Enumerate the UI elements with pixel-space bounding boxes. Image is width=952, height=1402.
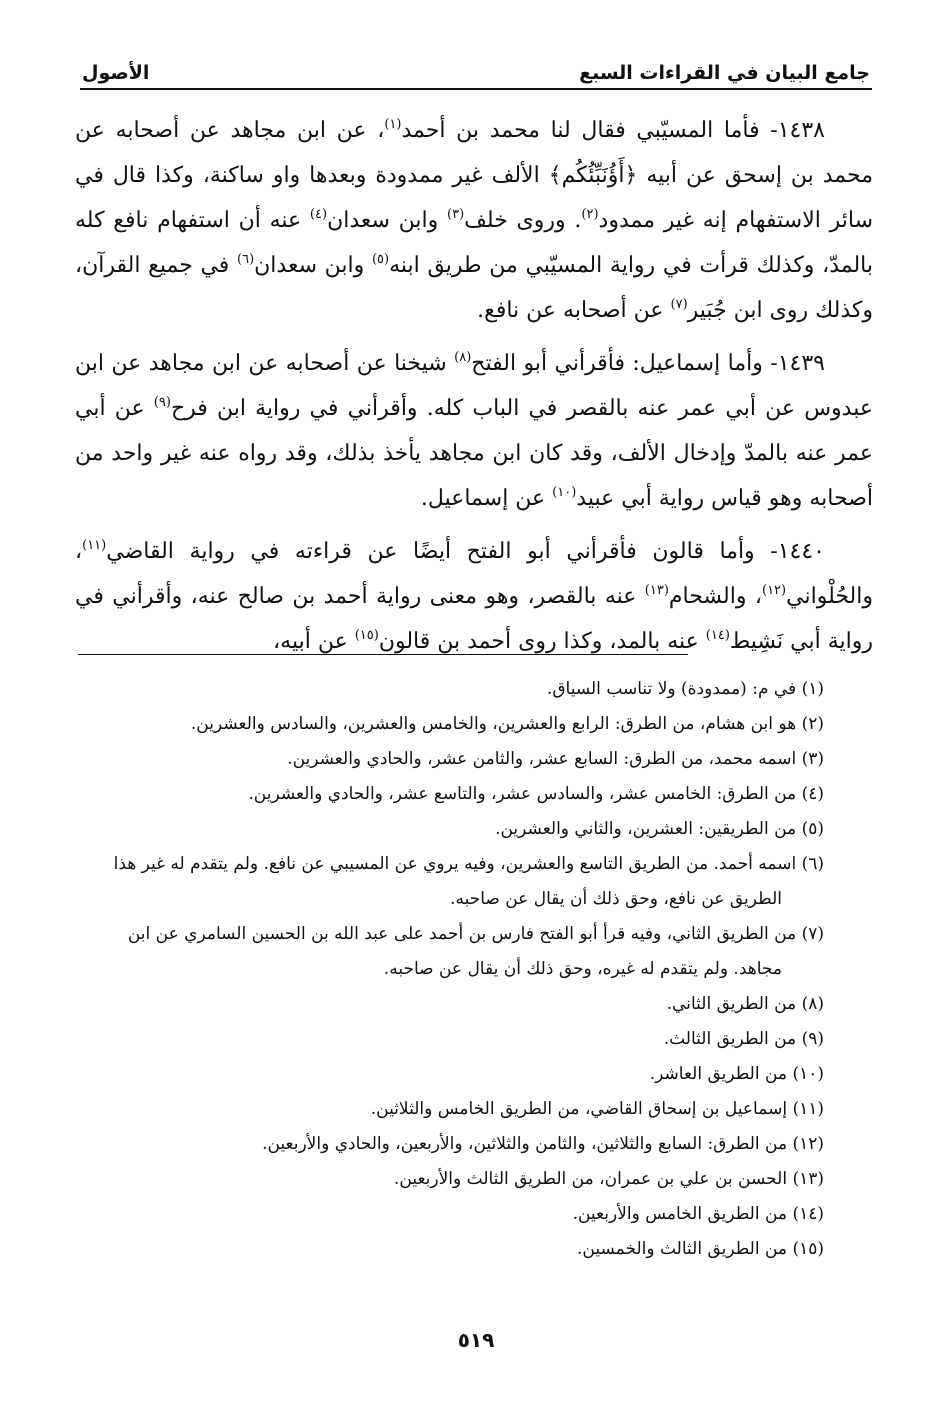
footnote bbox=[75, 1197, 824, 1232]
footnote-ref: (٣) bbox=[447, 207, 465, 222]
footnote-text: إسماعيل بن إسحاق القاضي، من الطريق الخامس والثلاثين. bbox=[370, 1099, 788, 1119]
text-run: ، والشحام bbox=[668, 584, 762, 609]
text-run: عن أصحابه عن نافع. bbox=[477, 298, 671, 323]
footnote bbox=[75, 917, 824, 987]
text-run: عنه بالقصر، وهو معنى رواية أحمد بن صالح عنه، وأقرأني في رواية أبي نَشِيط bbox=[75, 584, 873, 654]
book-title: جامع البيان في القراءات السبع bbox=[579, 62, 870, 84]
footnote-number: (١٥) bbox=[792, 1239, 824, 1259]
footnote-text: هو ابن هشام، من الطرق: الرابع والعشرين، والخامس والعشرين، والسادس والعشرين. bbox=[190, 714, 797, 734]
footnote-ref: (١) bbox=[384, 117, 402, 132]
page-number: ٥١٩ bbox=[457, 1328, 495, 1352]
footnote bbox=[75, 707, 824, 742]
footnote-ref: (١٢) bbox=[762, 583, 787, 598]
footnote-ref: (٨) bbox=[454, 350, 472, 365]
footnote bbox=[75, 847, 824, 917]
footnote-number: (٧) bbox=[801, 924, 824, 944]
footnote-text: اسمه أحمد. من الطريق التاسع والعشرين، وفيه يروي عن المسيبي عن نافع. ولم يتقدم له غير هذا الطريق عن نافع، وحق ذلك أن يقال عن صاحبه. bbox=[113, 854, 797, 909]
text-run: ١٤٣٨- فأما المسيّبي فقال لنا محمد بن أحمد bbox=[401, 118, 825, 143]
footnote bbox=[75, 1022, 824, 1057]
footnote-text: من الطريق الثالث والخمسين. bbox=[577, 1239, 788, 1259]
footnote-number: (١) bbox=[801, 679, 824, 699]
text-run: شيخنا عن أصحابه عن ابن مجاهد عن ابن عبدوس عن أبي عمر عنه بالقصر في الباب كله. وأقرأني في رواية ابن فرح bbox=[75, 351, 873, 421]
text-run: وابن سعدان bbox=[327, 208, 448, 233]
text-run: عن إسماعيل. bbox=[420, 486, 553, 511]
footnote-ref: (١٤) bbox=[705, 628, 730, 643]
footnote-ref: (٢) bbox=[581, 207, 599, 222]
footnote-ref: (٥) bbox=[371, 252, 390, 267]
footnote-number: (١١) bbox=[792, 1099, 824, 1119]
text-run: ١٤٣٩- وأما إسماعيل: فأقرأني أبو الفتح bbox=[471, 351, 825, 376]
footnote-number: (١٤) bbox=[792, 1204, 824, 1224]
footnote-number: (٤) bbox=[801, 784, 824, 804]
text-run: وابن سعدان bbox=[254, 253, 372, 278]
footnote-text: من الطريق الخامس والأربعين. bbox=[572, 1204, 788, 1224]
footnote-ref: (١١) bbox=[82, 538, 107, 553]
footnote-text: من الطريق الثالث. bbox=[663, 1029, 797, 1049]
footnote-number: (١٢) bbox=[792, 1134, 824, 1154]
text-run: ١٤٤٠- وأما قالون فأقرأني أبو الفتح أيضًا عن قراءته في رواية القاضي bbox=[106, 539, 825, 564]
footnote-number: (٩) bbox=[801, 1029, 824, 1049]
main-text bbox=[75, 108, 873, 672]
footnote-ref: (١٥) bbox=[354, 628, 379, 643]
text-run: عن أبيه، bbox=[273, 629, 355, 654]
text-run: في جميع القرآن، وكذلك روى ابن جُبَير bbox=[75, 253, 873, 323]
footnote bbox=[75, 1092, 824, 1127]
footnote-number: (٢) bbox=[801, 714, 824, 734]
footnote-ref: (٧) bbox=[670, 297, 688, 312]
footnote bbox=[75, 672, 824, 707]
footnote-text: الحسن بن علي بن عمران، من الطريق الثالث والأربعين. bbox=[393, 1169, 788, 1189]
text-run: . وروى خلف bbox=[464, 208, 582, 233]
footnote-ref: (١٣) bbox=[644, 583, 669, 598]
footnote-ref: (١٠) bbox=[552, 485, 577, 500]
footnote-text: من الطريقين: العشرين، والثاني والعشرين. bbox=[495, 819, 797, 839]
text-run: ، والحُلْواني bbox=[75, 539, 873, 609]
footnote-text: من الطريق الثاني، وفيه قرأ أبو الفتح فارس بن أحمد على عبد الله بن الحسين السامري عن ابن مجاهد. ولم يتقدم له غيره، وحق ذلك أن يقال عن صاحبه. bbox=[127, 924, 797, 979]
footnote-number: (١٣) bbox=[792, 1169, 824, 1189]
paragraph bbox=[75, 529, 873, 664]
footnote bbox=[75, 812, 824, 847]
footnotes bbox=[75, 672, 824, 1267]
footnote-text: اسمه محمد، من الطرق: السابع عشر، والثامن عشر، والحادي والعشرين. bbox=[287, 749, 797, 769]
paragraph bbox=[75, 108, 873, 333]
footnote-number: (٦) bbox=[801, 854, 824, 874]
footnote bbox=[75, 1127, 824, 1162]
footnote bbox=[75, 987, 824, 1022]
footnote-separator bbox=[78, 654, 688, 655]
paragraph bbox=[75, 341, 873, 521]
footnote-number: (٥) bbox=[801, 819, 824, 839]
footnote-text: من الطريق الثاني. bbox=[666, 994, 797, 1014]
footnote-text: في م: (ممدودة) ولا تناسب السياق. bbox=[546, 679, 797, 699]
footnote bbox=[75, 1162, 824, 1197]
footnote-text: من الطرق: السابع والثلاثين، والثامن والثلاثين، والأربعين، والحادي والأربعين. bbox=[262, 1134, 788, 1154]
footnote-number: (٨) bbox=[801, 994, 824, 1014]
running-header bbox=[80, 58, 872, 90]
footnote-ref: (٩) bbox=[153, 395, 171, 410]
footnote bbox=[75, 1232, 824, 1267]
text-run: ، عن ابن مجاهد عن أصحابه عن محمد بن إسحق عن أبيه ﴿أَؤُنَبِّئُكُم﴾ الألف غير ممدودة وبعدها واو ساكنة، وكذا قال في سائر الاستفهام إنه غير ممدود bbox=[75, 118, 873, 233]
section-title: الأصول bbox=[82, 62, 150, 84]
footnote-ref: (٦) bbox=[237, 252, 255, 267]
text-run: عن أبي عمر عنه بالمدّ وإدخال الألف، وقد كان ابن مجاهد يأخذ بذلك، وقد رواه عنه غير واحد من أصحابه وهو قياس رواية أبي عبيد bbox=[75, 396, 873, 511]
text-run: عنه بالمد، وكذا روى أحمد بن قالون bbox=[378, 629, 706, 654]
footnote-number: (٣) bbox=[801, 749, 824, 769]
footnote-number: (١٠) bbox=[792, 1064, 824, 1084]
footnote bbox=[75, 777, 824, 812]
footnote bbox=[75, 1057, 824, 1092]
footnote-text: من الطريق العاشر. bbox=[649, 1064, 788, 1084]
footnote-ref: (٤) bbox=[309, 207, 328, 222]
footnote bbox=[75, 742, 824, 777]
footnote-text: من الطرق: الخامس عشر، والسادس عشر، والتاسع عشر، والحادي والعشرين. bbox=[248, 784, 797, 804]
text-run: عنه أن استفهام نافع كله بالمدّ، وكذلك قرأت في رواية المسيّبي من طريق ابنه bbox=[75, 208, 873, 278]
